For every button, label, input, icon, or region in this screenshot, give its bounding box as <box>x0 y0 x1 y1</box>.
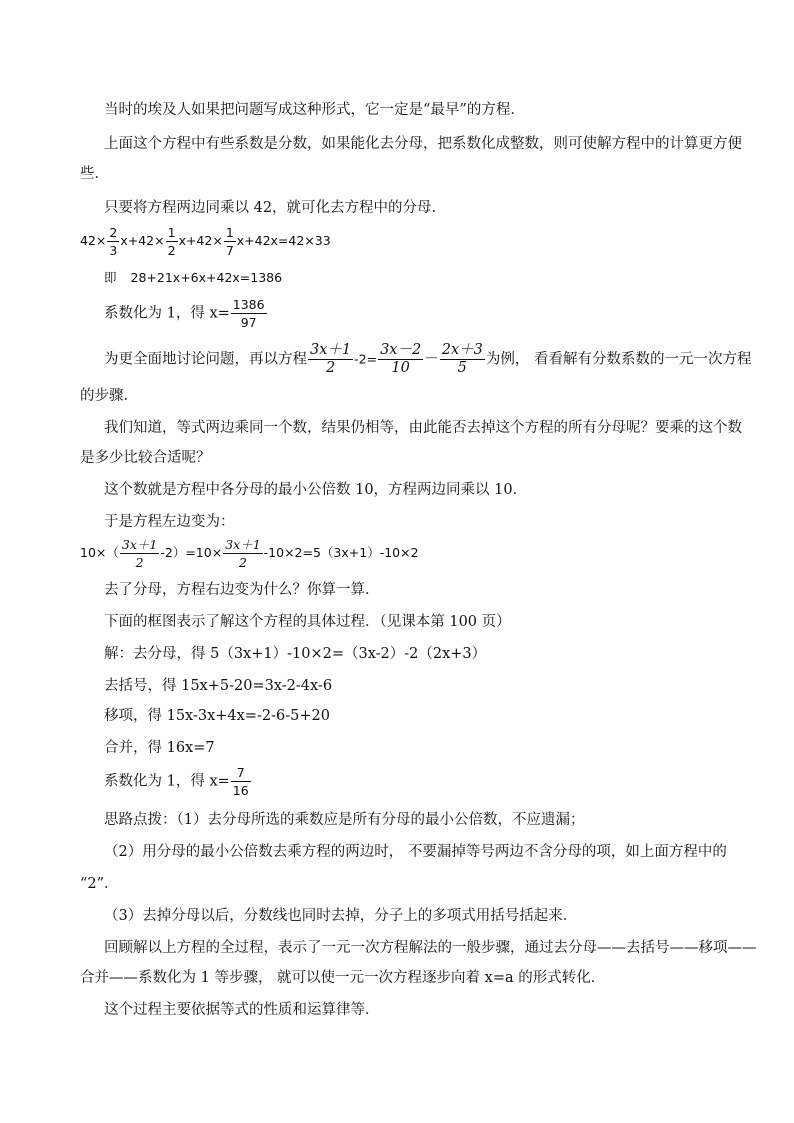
review-line1: 回顾解以上方程的全过程，表示了一元一次方程解法的一般步骤，通过去分母——去括号——移项—— <box>104 940 757 956</box>
equation-simplified <box>104 268 282 288</box>
eq3-part1: 10×（ <box>80 545 119 560</box>
example-equation-line <box>104 342 751 377</box>
solution-step-combine: 合并，得 16x=7 <box>104 740 215 756</box>
eq3-part2: -2）=10× <box>160 545 223 560</box>
hint-2-line1: （2）用分母的最小公倍数去乘方程的两边时， 不要漏掉等号两边不含分母的项，如上面方程中的 <box>104 844 727 860</box>
example-line2: 的步骤． <box>80 388 138 404</box>
example-mid: -2= <box>354 351 378 367</box>
paragraph-earliest-equation: 当时的埃及人如果把问题写成这种形式，它一定是“最早”的方程． <box>104 102 525 118</box>
fraction-1-7: $\frac{1}{7}$ <box>225 225 234 258</box>
paragraph-fraction-coefficients-line2: 些． <box>80 166 109 182</box>
closing-paragraph: 这个过程主要依据等式的性质和运算律等． <box>104 1002 380 1018</box>
fraction-1386-97: $\frac{1386}{97}$ <box>232 297 265 330</box>
paragraph-left-side: 于是方程左边变为： <box>104 514 235 530</box>
solution-step-transpose: 移项，得 15x-3x+4x=-2-6-5+20 <box>104 708 330 724</box>
fraction-3x-plus-1-over-2: $\frac{3x+1}{2}$ <box>310 342 352 376</box>
equation-multiply-42 <box>80 224 331 259</box>
paragraph-flowchart-ref: 下面的框图表示了解这个方程的具体过程．（见课本第 100 页） <box>104 614 511 630</box>
paragraph-multiply-42: 只要将方程两边同乘以 42，就可化去方程中的分母． <box>104 200 447 216</box>
eq3-part3: -10×2=5（3x+1）-10×2 <box>263 545 419 560</box>
hint-2-line2: “2”． <box>80 876 119 892</box>
fraction-2x-plus-3-over-5: $\frac{2x+3}{5}$ <box>441 342 483 376</box>
eq1-part2: x+42× <box>120 233 165 248</box>
fraction-3x-minus-2-over-10: $\frac{3x-2}{10}$ <box>380 342 422 376</box>
example-minus: － <box>424 351 439 368</box>
fraction-7-16: $\frac{7}{16}$ <box>232 765 249 798</box>
fraction-1-2: $\frac{1}{2}$ <box>167 225 176 258</box>
solution-step-remove-brackets: 去括号，得 15x+5-20=3x-2-4x-6 <box>104 678 333 694</box>
review-line2: 合并——系数化为 1 等步骤， 就可以使一元一次方程逐步向着 x=a 的形式转化． <box>80 970 606 986</box>
solution-step-coefficient <box>104 764 252 799</box>
eq2-label: 即 <box>104 270 117 285</box>
coefficient-step-1386 <box>104 296 268 331</box>
eq2-body: 28+21x+6x+42x=1386 <box>130 270 283 285</box>
paragraph-right-side-question: 去了分母，方程右边变为什么？你算一算． <box>104 582 380 598</box>
eq1-part4: x+42x=42×33 <box>236 233 331 248</box>
paragraph-remove-denominators-line2: 是多少比较合适呢？ <box>80 450 211 466</box>
eq1-part1: 42× <box>80 233 107 248</box>
example-suffix: 为例， 看看解有分数系数的一元一次方程 <box>485 351 752 368</box>
s5-text: 系数化为 1，得 x= <box>104 773 230 790</box>
paragraph-remove-denominators-line1: 我们知道，等式两边乘同一个数，结果仍相等，由此能否去掉这个方程的所有分母呢？要乘的这个数 <box>104 420 742 436</box>
eq1-part3: x+42× <box>178 233 223 248</box>
fraction-3x-plus-1-over-2-a: $\frac{3x+1}{2}$ <box>121 537 158 570</box>
paragraph-fraction-coefficients-line1: 上面这个方程中有些系数是分数，如果能化去分母，把系数化成整数，则可使解方程中的计算更方便 <box>104 136 742 152</box>
paragraph-lcm-10: 这个数就是方程中各分母的最小公倍数 10，方程两边同乘以 10． <box>104 482 528 498</box>
hint-1: 思路点拨：（1）去分母所选的乘数应是所有分母的最小公倍数，不应遗漏； <box>104 812 585 828</box>
fraction-3x-plus-1-over-2-b: $\frac{3x+1}{2}$ <box>225 537 261 570</box>
hint-3: （3）去掉分母以后，分数线也同时去掉，分子上的多项式用括号括起来． <box>104 908 578 924</box>
coefficient-text: 系数化为 1，得 x= <box>104 305 230 322</box>
solution-step-remove-denominators: 解：去分母，得 5（3x+1）-10×2=（3x-2）-2（2x+3） <box>104 646 487 662</box>
fraction-2-3: $\frac{2}{3}$ <box>109 225 118 258</box>
example-prefix: 为更全面地讨论问题，再以方程 <box>104 351 307 368</box>
equation-left-side <box>80 536 419 571</box>
